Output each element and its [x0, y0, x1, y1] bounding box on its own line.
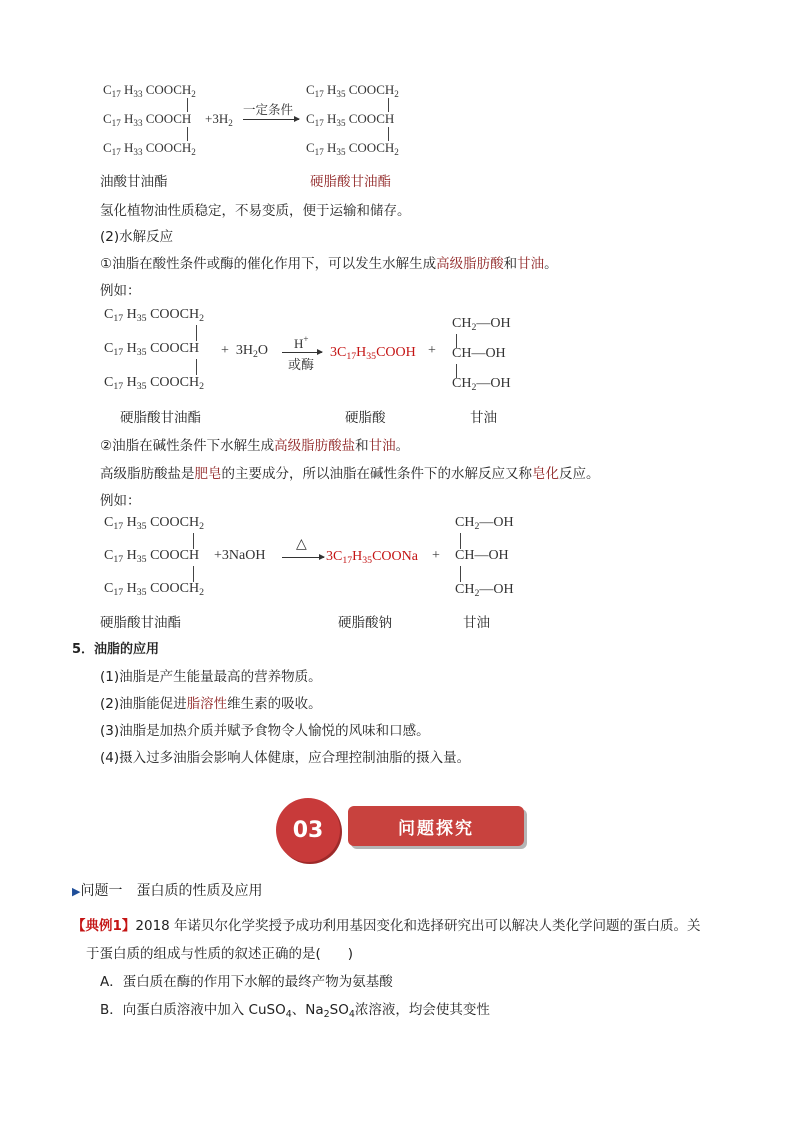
bond-line: [196, 325, 197, 341]
product-stearic-acid: $3C_{17}H_{35}COOH$: [330, 345, 416, 362]
reactant-line-2: $C_{17}$ $H_{33}$ COOCH: [103, 111, 192, 128]
list-item: (4)摄入过多油脂会影响人体健康，应合理控制油脂的摄入量。: [100, 750, 471, 766]
bond-line: [196, 359, 197, 375]
glycerol-line-1: $CH_2—OH$: [455, 515, 514, 532]
question-stem: 【典例1】2018 年诺贝尔化学奖授予成功利用基因变化和选择研究出可以解决人类化学问题的蛋白质。关: [72, 918, 701, 934]
keyword: 肥皂: [194, 466, 222, 482]
bond-line: [193, 566, 194, 582]
reagent-h2: $+3H_2$: [205, 111, 233, 128]
reaction-arrow: [282, 352, 322, 353]
glycerol-name: 甘油: [470, 410, 497, 426]
glycerol-line-2: CH—OH: [455, 548, 509, 563]
condition-enzyme: 或酶: [288, 358, 315, 373]
bond-line: [187, 98, 188, 112]
product-line-2: $C_{17}$ $H_{35}$ COOCH: [306, 111, 395, 128]
text-line: ②油脂在碱性条件下水解生成高级脂肪酸盐和甘油。: [100, 438, 410, 454]
reactant-line-1: $C_{17}$ $H_{35}$ $COOCH_2$: [104, 307, 204, 324]
section-title: 5．油脂的应用: [72, 642, 160, 657]
product-name: 硬脂酸甘油酯: [310, 174, 391, 190]
condition-acid: H+: [294, 334, 309, 351]
keyword: 脂溶性: [186, 696, 228, 712]
keyword: 高级脂肪酸盐: [274, 438, 356, 454]
section-banner-title: 问题探究: [348, 806, 524, 846]
reaction-arrow: [243, 119, 299, 120]
keyword: 甘油: [517, 256, 545, 272]
reactant-line-3: $C_{17}$ $H_{35}$ $COOCH_2$: [104, 375, 204, 392]
example-label: 例如：: [100, 493, 141, 509]
product-line-1: $C_{17}$ $H_{35}$ $COOCH_2$: [306, 82, 399, 99]
product-name: 硬脂酸钠: [338, 615, 392, 631]
text-line: ①油脂在酸性条件或酶的催化作用下，可以发生水解生成高级脂肪酸和甘油。: [100, 256, 558, 272]
glycerol-line-3: $CH_2—OH$: [452, 376, 511, 393]
section-banner-number: 03: [276, 798, 340, 862]
list-item: (1)油脂是产生能量最高的营养物质。: [100, 669, 322, 685]
bond-line: [193, 533, 194, 549]
plus-sign: +: [432, 548, 440, 563]
product-name: 硬脂酸: [345, 410, 386, 426]
question-stem-cont: 于蛋白质的组成与性质的叙述正确的是( ): [86, 946, 354, 962]
reaction-arrow: [282, 557, 324, 558]
example-tag: 【典例1】: [72, 918, 136, 934]
glycerol-line-3: $CH_2—OH$: [455, 582, 514, 599]
reactant-line-3: $C_{17}$ $H_{33}$ $COOCH_2$: [103, 140, 196, 157]
triangle-marker-icon: ▶: [72, 885, 81, 898]
bond-line: [460, 533, 461, 549]
list-item: (2)油脂能促进脂溶性维生素的吸收。: [100, 696, 322, 712]
text-line: 氢化植物油性质稳定，不易变质，便于运输和储存。: [100, 203, 411, 219]
reactant-line-1: $C_{17}$ $H_{35}$ $COOCH_2$: [104, 515, 204, 532]
glycerol-line-1: $CH_2—OH$: [452, 316, 511, 333]
keyword: 皂化: [532, 466, 559, 482]
text-line: 高级脂肪酸盐是肥皂的主要成分，所以油脂在碱性条件下的水解反应又称皂化反应。: [100, 466, 600, 482]
bond-line: [460, 566, 461, 582]
reactant-line-1: $C_{17}$ $H_{33}$ $COOCH_2$: [103, 82, 196, 99]
question-heading: ▶问题一 蛋白质的性质及应用: [72, 883, 263, 899]
reactant-name: 硬脂酸甘油酯: [100, 615, 181, 631]
product-sodium-stearate: $3C_{17}H_{35}COONa$: [326, 549, 418, 566]
reaction-condition: 一定条件: [243, 102, 294, 117]
option-b: B．向蛋白质溶液中加入 CuSO$_4$、$Na_2SO_4$浓溶液，均会使其变性: [100, 1002, 490, 1020]
subheading-hydrolysis: (2)水解反应: [100, 229, 174, 245]
reactant-line-3: $C_{17}$ $H_{35}$ $COOCH_2$: [104, 581, 204, 598]
reactant-name: 硬脂酸甘油酯: [120, 410, 201, 426]
plus-sign: +: [428, 343, 436, 358]
bond-line: [388, 127, 389, 141]
glycerol-name: 甘油: [463, 615, 490, 631]
reactant-line-2: $C_{17}$ $H_{35}$ COOCH: [104, 341, 200, 358]
bond-line: [388, 98, 389, 112]
example-label: 例如：: [100, 283, 141, 299]
reactant-line-2: $C_{17}$ $H_{35}$ COOCH: [104, 548, 200, 565]
reagent-naoh: +3NaOH: [214, 548, 266, 563]
option-a: A．蛋白质在酶的作用下水解的最终产物为氨基酸: [100, 974, 393, 990]
keyword: 高级脂肪酸: [436, 256, 504, 272]
product-line-3: $C_{17}$ $H_{35}$ $COOCH_2$: [306, 140, 399, 157]
heat-triangle-icon: △: [296, 536, 307, 552]
keyword: 甘油: [368, 438, 396, 454]
glycerol-line-2: CH—OH: [452, 346, 506, 361]
reactant-name: 油酸甘油酯: [100, 174, 168, 190]
reagent-water: + $3H_2O$: [221, 343, 269, 360]
bond-line: [187, 127, 188, 141]
list-item: (3)油脂是加热介质并赋予食物令人愉悦的风味和口感。: [100, 723, 430, 739]
